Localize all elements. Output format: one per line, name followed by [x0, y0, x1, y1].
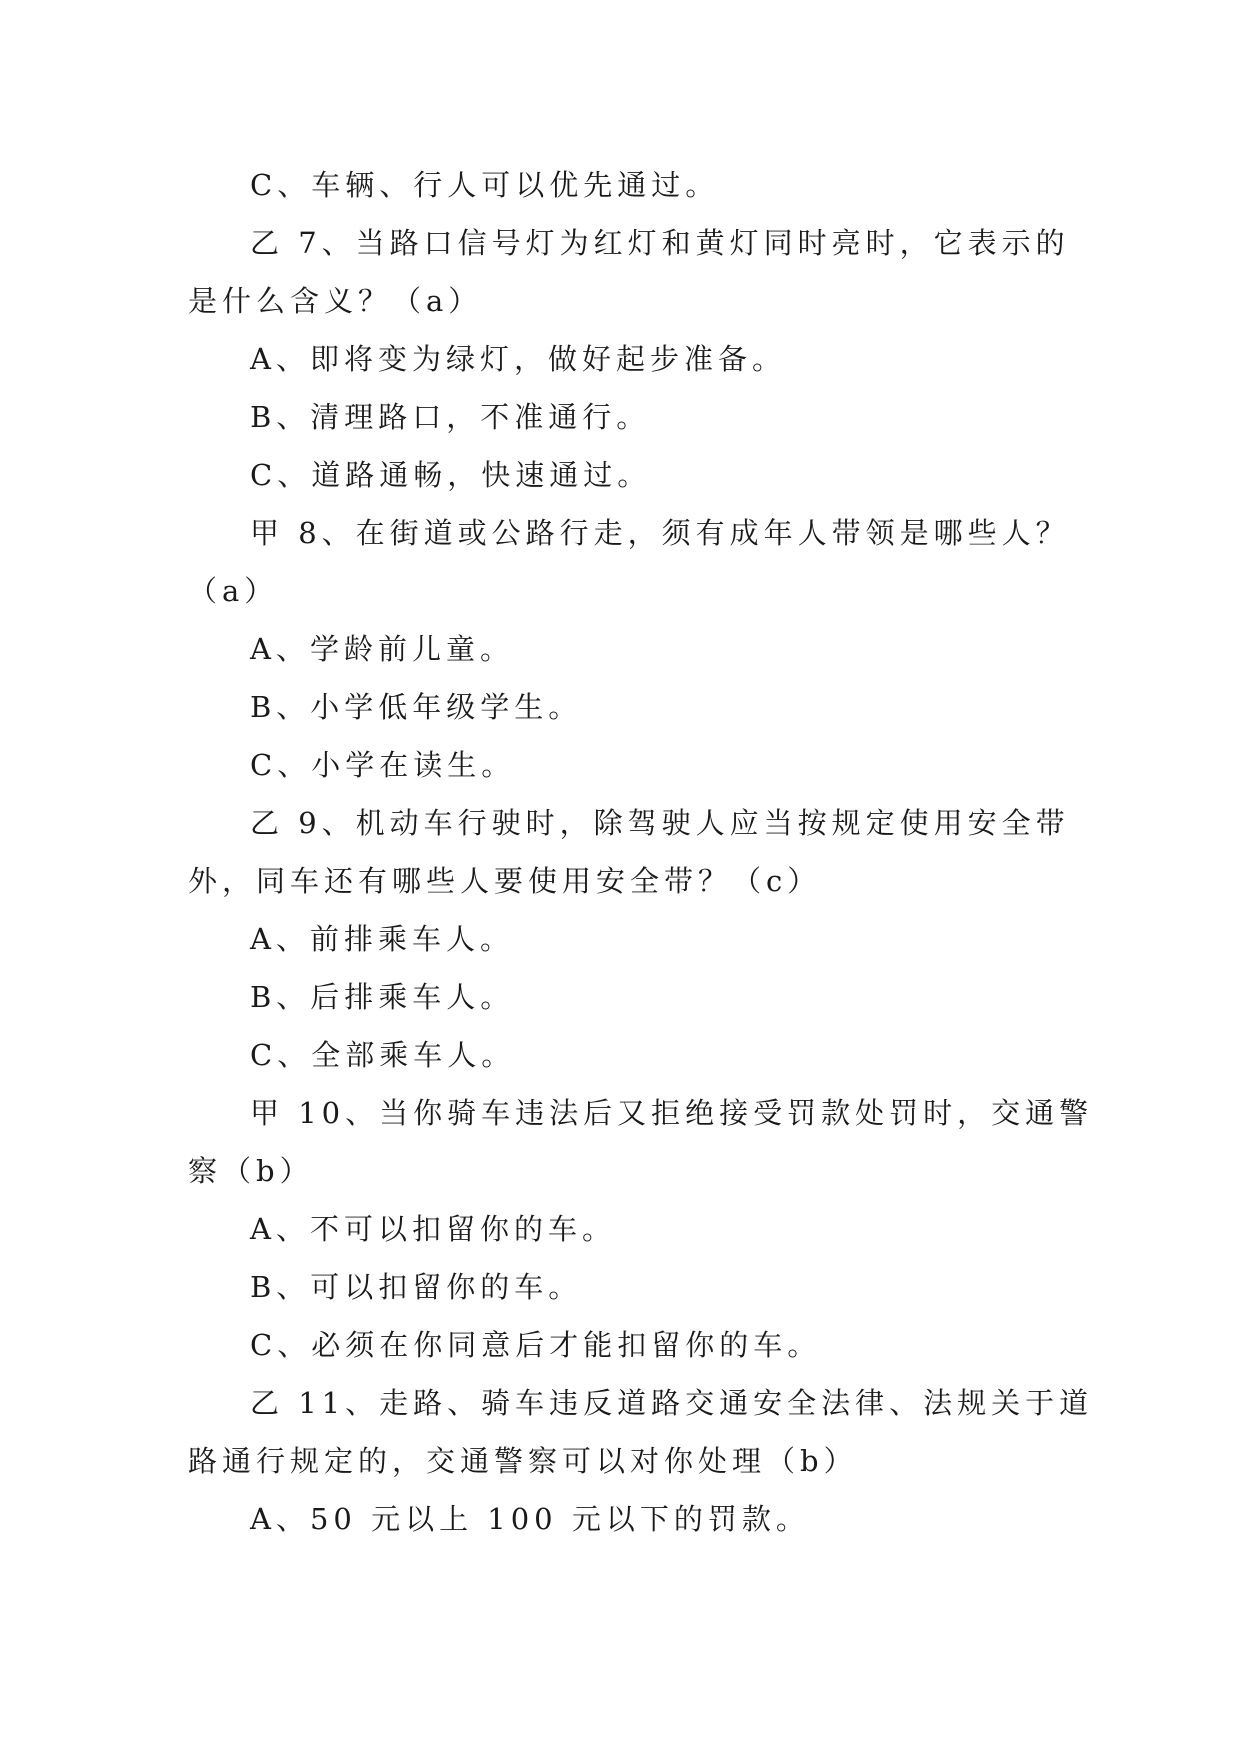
- question-continuation: 察（b）: [188, 1154, 314, 1188]
- question-continuation: （a）: [188, 574, 279, 608]
- question-continuation: 外，同车还有哪些人要使用安全带？（c）: [188, 864, 822, 898]
- option-line: B、后排乘车人。: [250, 980, 515, 1014]
- option-line: A、前排乘车人。: [250, 922, 514, 956]
- option-line: B、可以扣留你的车。: [250, 1270, 583, 1304]
- option-line: A、学龄前儿童。: [250, 632, 514, 666]
- question-continuation: 是什么含义？（a）: [188, 284, 483, 318]
- option-line: A、50 元以上 100 元以下的罚款。: [250, 1502, 810, 1536]
- option-line: B、清理路口，不准通行。: [250, 400, 651, 434]
- question-continuation: 路通行规定的，交通警察可以对你处理（b）: [188, 1444, 858, 1478]
- option-line: C、车辆、行人可以优先通过。: [250, 168, 720, 202]
- option-line: A、不可以扣留你的车。: [250, 1212, 616, 1246]
- option-line: C、必须在你同意后才能扣留你的车。: [250, 1328, 822, 1362]
- option-line: C、道路通畅，快速通过。: [250, 458, 652, 492]
- question-line: 乙 7、当路口信号灯为红灯和黄灯同时亮时，它表示的: [250, 226, 1070, 260]
- question-line: 乙 9、机动车行驶时，除驾驶人应当按规定使用安全带: [250, 806, 1070, 840]
- question-line: 甲 10、当你骑车违法后又拒绝接受罚款处罚时，交通警: [250, 1096, 1094, 1130]
- option-line: B、小学低年级学生。: [250, 690, 583, 724]
- option-line: C、小学在读生。: [250, 748, 516, 782]
- option-line: C、全部乘车人。: [250, 1038, 516, 1072]
- question-line: 甲 8、在街道或公路行走，须有成年人带领是哪些人？: [250, 516, 1070, 550]
- option-line: A、即将变为绿灯，做好起步准备。: [250, 342, 786, 376]
- document-body: [188, 156, 1094, 1548]
- question-line: 乙 11、走路、骑车违反道路交通安全法律、法规关于道: [250, 1386, 1094, 1420]
